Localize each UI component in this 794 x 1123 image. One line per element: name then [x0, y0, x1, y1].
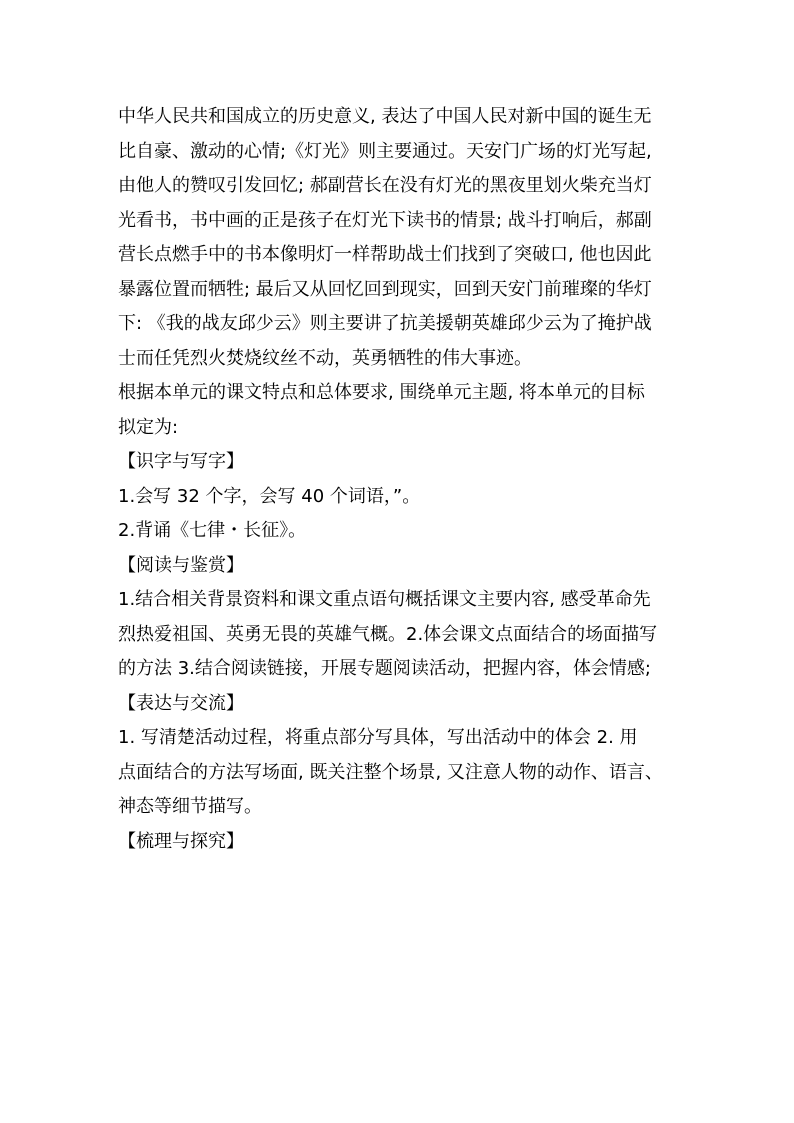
section-heading: 【阅读与鉴赏】: [118, 554, 244, 576]
paragraph-line: 由他人的赞叹引发回忆; 郝副营长在没有灯光的黑夜里划火柴充当灯: [118, 175, 652, 196]
paragraph-line: 神态等细节描写。: [118, 796, 262, 817]
section-heading: 【表达与交流】: [118, 692, 244, 714]
paragraph-line: 下: 《我的战友邱少云》则主要讲了抗美援朝英雄邱少云为了掩护战: [118, 313, 652, 334]
section-heading: 【梳理与探究】: [118, 830, 244, 852]
paragraph-line: 士而任凭烈火焚烧纹丝不动，英勇牺牲的伟大事迹。: [118, 347, 532, 369]
document-page: [118, 100, 683, 859]
list-item: 2.背诵《七律・长征》。: [118, 520, 307, 541]
list-item: 1. 写清楚活动过程，将重点部分写具体，写出活动中的体会 2. 用: [118, 727, 638, 748]
paragraph-line: 的方法 3.结合阅读链接，开展专题阅读活动，把握内容，体会情感;: [118, 658, 651, 679]
paragraph-line: 根据本单元的课文特点和总体要求, 围绕单元主题, 将本单元的目标: [118, 382, 645, 403]
paragraph-line: 中华人民共和国成立的历史意义, 表达了中国人民对新中国的诞生无: [118, 106, 652, 127]
paragraph-line: 点面结合的方法写场面, 既关注整个场景, 又注意人物的动作、语言、: [118, 761, 663, 783]
list-item: 1.会写 32 个字，会写 40 个词语，”。: [118, 485, 421, 507]
section-heading: 【识字与写字】: [118, 451, 244, 472]
paragraph-line: 暴露位置而牺牲; 最后又从回忆回到现实，回到天安门前璀璨的华灯: [118, 278, 652, 300]
paragraph-line: 营长点燃手中的书本像明灯一样帮助战士们找到了突破口, 他也因此: [118, 244, 652, 265]
paragraph-line: 烈热爱祖国、英勇无畏的英雄气概。2.体会课文点面结合的场面描写: [118, 623, 658, 645]
list-item: 1.结合相关背景资料和课文重点语句概括课文主要内容, 感受革命先: [118, 589, 651, 610]
paragraph-line: 比自豪、激动的心情;《灯光》则主要通过。天安门广场的灯光写起,: [118, 140, 652, 162]
paragraph-line: 光看书，书中画的正是孩子在灯光下读书的情景; 战斗打响后，郝副: [118, 209, 652, 231]
paragraph-line: 拟定为:: [118, 416, 179, 438]
